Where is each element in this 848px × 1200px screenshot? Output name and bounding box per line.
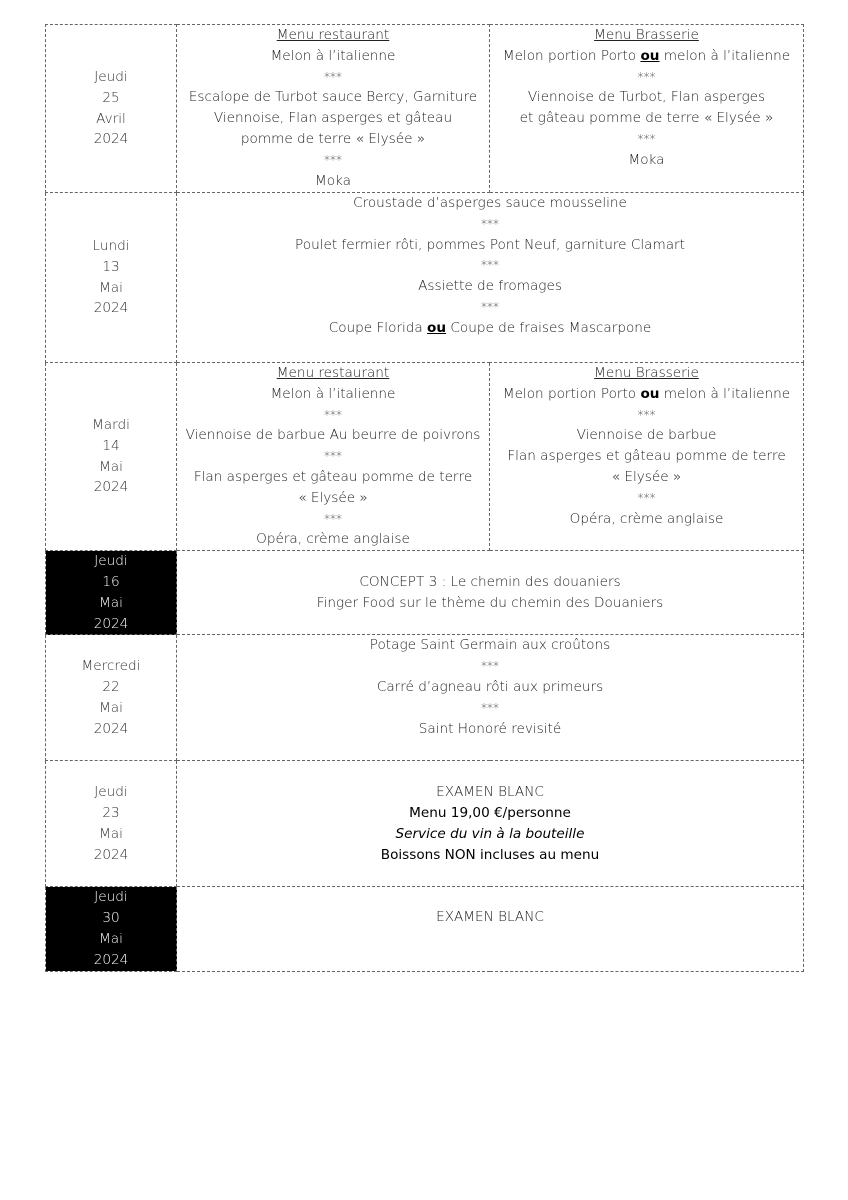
- menu-main-line: Viennoise de barbue Au beurre de poivrons: [185, 427, 481, 444]
- menu-starter: Croustade d’asperges sauce mousseline: [353, 195, 627, 211]
- course-separator: ***: [324, 449, 342, 464]
- schedule-row-16-mai: [46, 551, 804, 635]
- menu-brasserie-cell: [490, 363, 804, 551]
- or-word: ou: [640, 385, 660, 402]
- date-number: 16: [102, 573, 120, 590]
- menu-main-line: et gâteau pomme de terre « Elysée »: [519, 110, 774, 127]
- menu-main-line: Viennoise de Turbot, Flan asperges: [527, 89, 766, 106]
- date-cell-highlighted: [46, 887, 177, 971]
- date-year: 2024: [93, 951, 129, 968]
- menu-dessert: Moka: [628, 151, 665, 168]
- menu-main: Carré d’agneau rôti aux primeurs: [376, 678, 604, 695]
- menu-dessert: Opéra, crème anglaise: [256, 531, 410, 548]
- menu-cell: [177, 761, 804, 887]
- date-cell-highlighted: [46, 551, 177, 635]
- schedule-row-14-mai: [46, 363, 804, 551]
- dessert-option-a: Coupe Florida: [328, 319, 428, 336]
- menu-dessert: [177, 318, 803, 339]
- starter-option-b: melon à l’italienne: [659, 385, 791, 402]
- date-month: Mai: [99, 699, 123, 716]
- concept-description: Finger Food sur le thème du chemin des Douaniers: [316, 594, 664, 611]
- date-year: 2024: [93, 131, 129, 148]
- menu-dessert: Moka: [314, 172, 351, 189]
- course-separator: ***: [481, 299, 499, 314]
- date-cell: [46, 363, 177, 551]
- menu-starter: Melon à l’italienne: [270, 385, 396, 402]
- exam-title: EXAMEN BLANC: [436, 909, 544, 926]
- course-separator: ***: [324, 69, 342, 84]
- menu-schedule-table: [45, 24, 804, 972]
- course-separator: ***: [637, 407, 656, 422]
- or-word: ou: [427, 319, 447, 336]
- schedule-row-22-mai: [46, 635, 804, 761]
- menu-restaurant-cell: [177, 363, 490, 551]
- starter-option-b: melon à l’italienne: [659, 47, 791, 64]
- course-separator: ***: [481, 700, 499, 715]
- concept-title: CONCEPT 3 : Le chemin des douaniers: [359, 573, 621, 590]
- date-day: Jeudi: [94, 553, 128, 570]
- date-day: Lundi: [92, 237, 130, 254]
- exam-title: EXAMEN BLANC: [436, 784, 544, 801]
- course-separator: ***: [637, 69, 656, 84]
- menu-dessert: Saint Honoré revisité: [418, 720, 562, 737]
- course-separator: ***: [324, 407, 342, 422]
- menu-starter: Melon à l’italienne: [270, 47, 396, 64]
- course-separator: ***: [637, 131, 656, 146]
- course-separator: ***: [324, 511, 342, 526]
- starter-option-a: Melon portion Porto: [502, 385, 641, 402]
- date-day: Mardi: [92, 416, 130, 433]
- menu-starter: Potage Saint Germain aux croûtons: [369, 637, 611, 654]
- date-month: Mai: [99, 930, 123, 947]
- drinks-note: Boissons NON incluses au menu: [380, 846, 600, 863]
- menu-main-line: Viennoise, Flan asperges et gâteau: [213, 110, 453, 127]
- date-month: Avril: [96, 110, 126, 127]
- menu-cell: [177, 193, 804, 363]
- date-number: 13: [102, 258, 120, 275]
- date-number: 14: [102, 437, 120, 454]
- or-word: ou: [640, 47, 660, 64]
- menu-side-line: Flan asperges et gâteau pomme de terre: [193, 468, 473, 485]
- menu-main-line: Escalope de Turbot sauce Bercy, Garniture: [188, 89, 478, 106]
- course-separator: ***: [481, 659, 499, 674]
- date-month: Mai: [99, 279, 123, 296]
- date-day: Jeudi: [94, 784, 128, 801]
- date-year: 2024: [93, 300, 129, 317]
- menu-cell: [177, 551, 804, 635]
- menu-restaurant-cell: [177, 25, 490, 193]
- schedule-row-13-mai: [46, 193, 804, 363]
- schedule-row-25-avril: [46, 25, 804, 193]
- course-separator: ***: [324, 152, 342, 167]
- menu-heading: Menu restaurant: [276, 365, 390, 381]
- schedule-row-23-mai: [46, 761, 804, 887]
- menu-price: Menu 19,00 €/personne: [409, 805, 571, 822]
- date-number: 23: [102, 805, 120, 822]
- date-number: 22: [102, 679, 120, 696]
- menu-cell: [177, 887, 804, 971]
- date-cell: [46, 635, 177, 761]
- date-cell: [46, 761, 177, 887]
- date-cell: [46, 25, 177, 193]
- menu-main-line: pomme de terre « Elysée »: [240, 130, 426, 147]
- date-number: 30: [102, 910, 120, 927]
- course-separator: ***: [481, 258, 499, 273]
- course-separator: ***: [481, 216, 499, 231]
- date-month: Mai: [99, 825, 123, 842]
- date-day: Mercredi: [81, 658, 141, 675]
- menu-heading: Menu Brasserie: [594, 365, 699, 381]
- menu-main-line: Flan asperges et gâteau pomme de terre: [507, 448, 786, 465]
- date-year: 2024: [93, 479, 129, 496]
- date-cell: [46, 193, 177, 363]
- menu-main-line: « Elysée »: [611, 468, 682, 485]
- menu-cell: [177, 635, 804, 761]
- menu-side-line: « Elysée »: [298, 489, 368, 506]
- menu-main-line: Viennoise de barbue: [576, 427, 717, 444]
- menu-starter: [490, 384, 803, 405]
- menu-heading: Menu Brasserie: [594, 27, 699, 43]
- date-day: Jeudi: [94, 68, 128, 85]
- wine-service-note: Service du vin à la bouteille: [395, 825, 585, 842]
- menu-heading: Menu restaurant: [276, 27, 390, 43]
- starter-option-a: Melon portion Porto: [502, 47, 641, 64]
- date-year: 2024: [93, 846, 129, 863]
- date-month: Mai: [99, 458, 123, 475]
- menu-dessert: Opéra, crème anglaise: [569, 510, 724, 527]
- date-number: 25: [102, 89, 120, 106]
- menu-brasserie-cell: [490, 25, 804, 193]
- schedule-row-30-mai: [46, 887, 804, 971]
- menu-main: Poulet fermier rôti, pommes Pont Neuf, garniture Clamart: [295, 236, 685, 253]
- date-month: Mai: [99, 594, 123, 611]
- menu-cheese: Assiette de fromages: [418, 278, 562, 295]
- course-separator: ***: [637, 490, 656, 505]
- date-day: Jeudi: [94, 889, 128, 906]
- date-year: 2024: [93, 615, 129, 632]
- menu-starter: [490, 46, 803, 67]
- dessert-option-b: Coupe de fraises Mascarpone: [446, 319, 652, 336]
- date-year: 2024: [93, 720, 129, 737]
